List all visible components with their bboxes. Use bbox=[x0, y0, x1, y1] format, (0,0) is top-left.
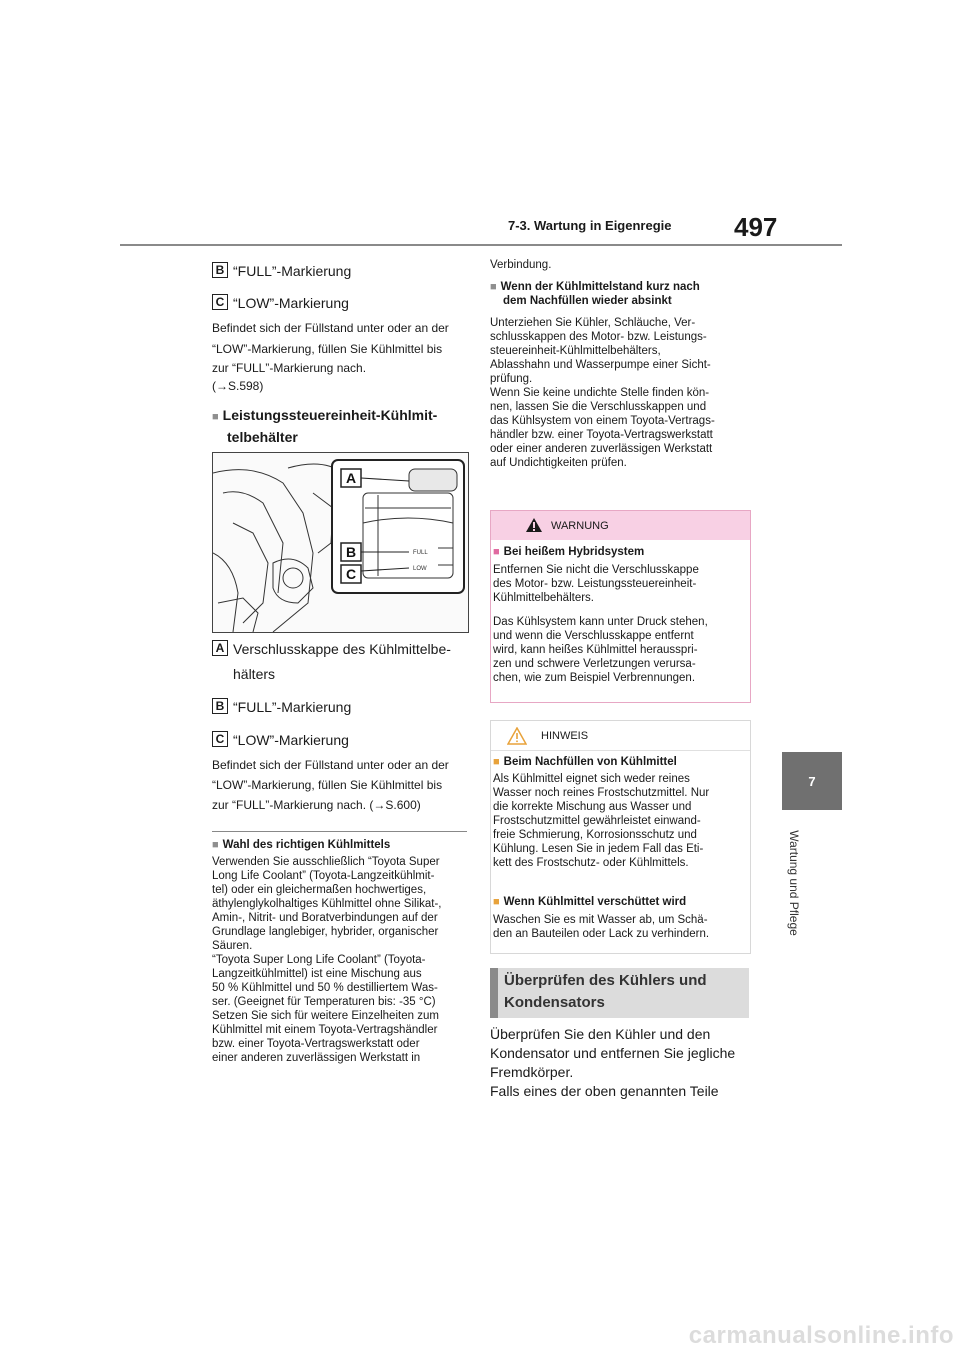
bullet-square-icon: ■ bbox=[493, 546, 500, 558]
notice-para-1 bbox=[493, 772, 748, 870]
coolant-line: einer anderen zuverlässigen Werkstatt in bbox=[212, 1052, 421, 1064]
notice-heading-text: Beim Nachfüllen von Kühlmittel bbox=[503, 756, 677, 768]
low-mark: LOW bbox=[413, 566, 427, 572]
label-badge-b: B bbox=[212, 698, 228, 714]
notice-line: Kühlung. Lesen Sie in jedem Fall das Eti- bbox=[493, 843, 704, 855]
coolant-line: Amin-, Nitrit- und Boratverbindungen auf der bbox=[212, 912, 438, 924]
coolant-line: Verwenden Sie ausschließlich “Toyota Super bbox=[212, 856, 440, 868]
coolant-line: ser. (Geeignet für Temperaturen bis: -35 °C) bbox=[212, 996, 436, 1008]
warning-title: WARNUNG bbox=[551, 520, 609, 532]
leak-line: oder einer anderen zuverlässigen Werkstatt bbox=[490, 443, 713, 455]
coolant-line: bzw. einer Toyota-Vertragswerkstatt oder bbox=[212, 1038, 420, 1050]
warning-heading-text: Bei heißem Hybridsystem bbox=[503, 546, 645, 558]
notice-line: Waschen Sie es mit Wasser ab, um Schä- bbox=[493, 914, 708, 926]
notice-box bbox=[490, 720, 751, 954]
warning-para-2 bbox=[493, 615, 748, 685]
warning-box bbox=[490, 510, 751, 703]
label-badge-a: A bbox=[212, 640, 228, 656]
coolant-line: Kühlmittel mit einem Toyota-Vertragshändler bbox=[212, 1024, 438, 1036]
watermark: carmanualsonline.info bbox=[688, 1322, 954, 1349]
section-banner bbox=[490, 968, 749, 1018]
notice-heading-text: Wenn Kühlmittel verschüttet wird bbox=[503, 896, 687, 908]
bullet-square-icon: ■ bbox=[493, 896, 500, 908]
cap-label-line: Verschlusskappe des Kühlmittelbe- bbox=[233, 641, 451, 657]
banner-title bbox=[504, 970, 744, 1014]
leak-line: Wenn Sie keine undichte Stelle finden kön- bbox=[490, 387, 710, 399]
leak-line: händler bzw. einer Toyota-Vertragswerkstatt bbox=[490, 429, 713, 441]
banner-title-line: Überprüfen des Kühlers und bbox=[504, 972, 707, 989]
radiator-line: Fremdkörper. bbox=[490, 1064, 574, 1080]
bullet-square-icon: ■ bbox=[212, 839, 219, 851]
engine-bay-illustration bbox=[213, 453, 468, 632]
leak-heading-line: Wenn der Kühlmittelstand kurz nach bbox=[500, 281, 700, 293]
leak-heading bbox=[490, 280, 700, 308]
coolant-body bbox=[212, 855, 468, 1065]
page-number: 497 bbox=[734, 212, 778, 242]
radiator-body bbox=[490, 1025, 760, 1101]
coolant-line: “Toyota Super Long Life Coolant” (Toyota- bbox=[212, 954, 426, 966]
warning-line: und wenn die Verschlusskappe entfernt bbox=[493, 630, 694, 642]
leak-line: prüfung. bbox=[490, 373, 533, 385]
warning-line: Kühlmittelbehälters. bbox=[493, 592, 594, 604]
radiator-line: Überprüfen Sie den Kühler und den bbox=[490, 1026, 711, 1042]
notice-heading-1 bbox=[493, 755, 677, 769]
full-mark-label: “FULL”-Markierung bbox=[233, 263, 352, 279]
top-note-line: zur “FULL”-Markierung nach. bbox=[212, 361, 367, 375]
banner-title-line: Kondensators bbox=[504, 994, 605, 1011]
leak-line: Unterziehen Sie Kühler, Schläuche, Ver- bbox=[490, 317, 696, 329]
notice-header bbox=[491, 721, 750, 751]
subheading-line: telbehälter bbox=[227, 429, 298, 445]
low-mark-label: “LOW”-Markierung bbox=[233, 295, 349, 311]
warning-line: Entfernen Sie nicht die Verschlusskappe bbox=[493, 564, 699, 576]
coolant-line: 50 % Kühlmittel und 50 % destilliertem Was- bbox=[212, 982, 438, 994]
subheading-pcu-tank bbox=[212, 405, 472, 447]
notice-para-2 bbox=[493, 913, 748, 941]
notice-line: Frostschutzmittel gewährleistet einwand- bbox=[493, 815, 701, 827]
coolant-line: äthylenglykolhaltiges Kühlmittel ohne Silikat-, bbox=[212, 898, 442, 910]
caution-triangle-icon bbox=[507, 727, 527, 745]
warning-header bbox=[491, 511, 750, 540]
warning-para-1 bbox=[493, 563, 748, 605]
engine-bay-figure bbox=[212, 452, 469, 633]
full-mark-label: “FULL”-Markierung bbox=[233, 699, 352, 715]
low-mark-label: “LOW”-Markierung bbox=[233, 732, 349, 748]
leak-line: nen, lassen Sie die Verschlusskappen und bbox=[490, 401, 707, 413]
notice-line: den an Bauteilen oder Lack zu verhindern. bbox=[493, 928, 710, 940]
coolant-line: Langzeitkühlmittel) ist eine Mischung aus bbox=[212, 968, 422, 980]
warning-line: zen und schwere Verletzungen verursa- bbox=[493, 658, 696, 670]
leak-line: schlusskappen des Motor- bzw. Leistungs- bbox=[490, 331, 707, 343]
label-badge-b: B bbox=[212, 262, 228, 278]
label-badge-c: C bbox=[212, 294, 228, 310]
coolant-heading-text: Wahl des richtigen Kühlmittels bbox=[222, 839, 391, 851]
radiator-line: Falls eines der oben genannten Teile bbox=[490, 1083, 719, 1099]
section-title: 7-3. Wartung in Eigenregie bbox=[508, 218, 672, 233]
chapter-tab[interactable] bbox=[782, 752, 842, 810]
figure-note-line: zur “FULL”-Markierung nach. (→S.600) bbox=[212, 798, 421, 812]
top-note-line: “LOW”-Markierung, füllen Sie Kühlmittel bis bbox=[212, 342, 443, 356]
top-note-line: Befindet sich der Füllstand unter oder an der bbox=[212, 321, 449, 335]
cap-label-line: hälters bbox=[233, 666, 276, 682]
bullet-square-icon: ■ bbox=[493, 756, 500, 768]
warning-line: chen, wie zum Beispiel Verbrennungen. bbox=[493, 672, 696, 684]
chapter-label bbox=[770, 818, 818, 948]
coolant-line: Setzen Sie sich für weitere Einzelheiten zum bbox=[212, 1010, 439, 1022]
coolant-line: Long Life Coolant” (Toyota-Langzeitkühlmit- bbox=[212, 870, 435, 882]
bullet-square-icon: ■ bbox=[490, 281, 497, 293]
warning-line: Das Kühlsystem kann unter Druck stehen, bbox=[493, 616, 708, 628]
full-mark: FULL bbox=[413, 550, 428, 556]
leak-line: auf Undichtigkeiten prüfen. bbox=[490, 457, 627, 469]
leak-body bbox=[490, 316, 750, 470]
notice-line: kett des Frostschutz- oder Kühlmittels. bbox=[493, 857, 689, 869]
subheading-line: Leistungssteuereinheit-Kühlmit- bbox=[222, 407, 438, 423]
page-reference-link[interactable]: (→S.598) bbox=[212, 379, 264, 393]
notice-title: HINWEIS bbox=[541, 730, 589, 742]
radiator-line: Kondensator und entfernen Sie jegliche bbox=[490, 1045, 736, 1061]
figure-note-line: Befindet sich der Füllstand unter oder an der bbox=[212, 758, 449, 772]
callout-c: C bbox=[346, 566, 357, 582]
notice-line: freie Schmierung, Korrosionsschutz und bbox=[493, 829, 697, 841]
callout-a: A bbox=[346, 470, 357, 486]
warning-line: wird, kann heißes Kühlmittel herausspri- bbox=[493, 644, 698, 656]
coolant-line: Säuren. bbox=[212, 940, 253, 952]
chapter-label-text: Wartung und Pflege bbox=[787, 830, 801, 936]
banner-accent bbox=[490, 968, 498, 1018]
leak-line: Ablasshahn und Wasserpumpe einer Sicht- bbox=[490, 359, 711, 371]
coolant-heading bbox=[212, 838, 390, 852]
callout-b: B bbox=[346, 544, 357, 560]
leak-heading-line: dem Nachfüllen wieder absinkt bbox=[503, 295, 672, 307]
warning-heading bbox=[493, 545, 644, 559]
header-rule bbox=[120, 244, 842, 246]
leak-line: steuereinheit-Kühlmittelbehälters, bbox=[490, 345, 661, 357]
notice-line: Wasser noch reines Frostschutzmittel. Nur bbox=[493, 787, 710, 799]
warning-line: des Motor- bzw. Leistungssteuereinheit- bbox=[493, 578, 697, 590]
divider bbox=[212, 831, 467, 832]
leak-line: das Kühlsystem von einem Toyota-Vertrags- bbox=[490, 415, 715, 427]
bullet-square-icon: ■ bbox=[212, 411, 219, 423]
notice-heading-2 bbox=[493, 895, 686, 909]
figure-note-line: “LOW”-Markierung, füllen Sie Kühlmittel bis bbox=[212, 778, 443, 792]
notice-line: Als Kühlmittel eignet sich weder reines bbox=[493, 773, 690, 785]
coolant-line: Grundlage langlebiger, hybrider, organischer bbox=[212, 926, 439, 938]
notice-line: die korrekte Mischung aus Wasser und bbox=[493, 801, 692, 813]
coolant-line: tel) oder ein gleichermaßen hochwertiges, bbox=[212, 884, 427, 896]
label-badge-c: C bbox=[212, 731, 228, 747]
continuation-text: Verbindung. bbox=[490, 259, 552, 271]
warning-triangle-icon bbox=[525, 517, 543, 533]
chapter-number: 7 bbox=[808, 773, 816, 789]
